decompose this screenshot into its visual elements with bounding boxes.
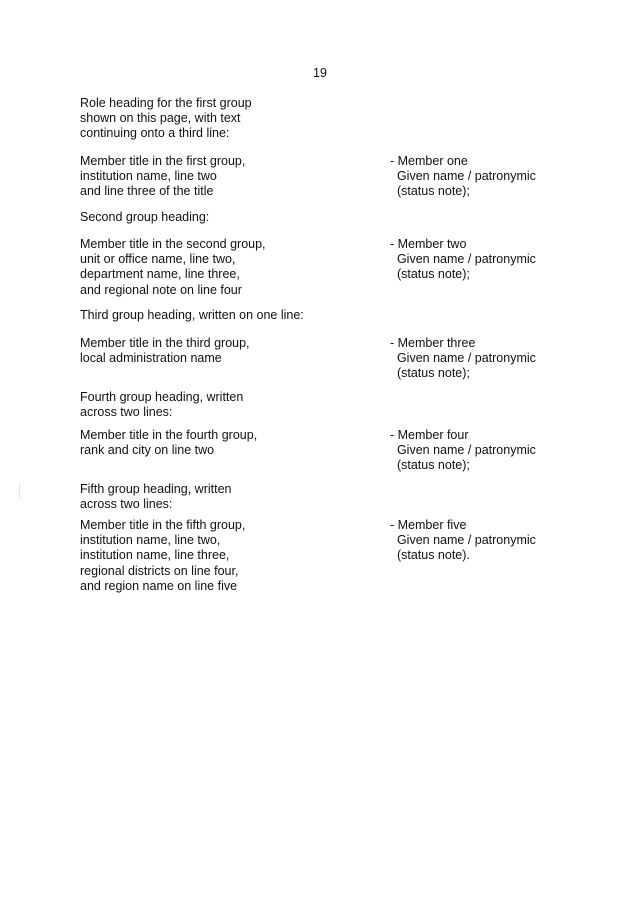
section-4-member-role: Member title in the fourth group, rank and city on line two — [80, 428, 258, 458]
section-3-member-name: - Member three Given name / patronymic (status note); — [390, 336, 536, 381]
section-5-heading: Fifth group heading, written across two lines: — [80, 482, 232, 512]
section-5-member-role: Member title in the fifth group, institution name, line two, institution name, line three, regional districts on line four, and region name on line five — [80, 518, 246, 593]
section-3-member-role: Member title in the third group, local administration name — [80, 336, 250, 366]
section-1-member-role: Member title in the first group, institution name, line two and line three of the title — [80, 154, 246, 199]
page-number: 19 — [313, 66, 327, 80]
section-5-member-name: - Member five Given name / patronymic (status note). — [390, 518, 536, 563]
margin-scan-mark — [19, 484, 22, 500]
section-1-member-name: - Member one Given name / patronymic (status note); — [390, 154, 536, 199]
section-2-member-role: Member title in the second group, unit or office name, line two, department name, line three, and regional note on line four — [80, 237, 266, 297]
section-3-heading: Third group heading, written on one line: — [80, 308, 304, 322]
section-2-heading: Second group heading: — [80, 210, 210, 224]
section-4-heading: Fourth group heading, written across two lines: — [80, 390, 244, 420]
section-2-member-name: - Member two Given name / patronymic (status note); — [390, 237, 536, 282]
intro-role-heading: Role heading for the first group shown on this page, with text continuing onto a third line: — [80, 96, 252, 141]
section-4-member-name: - Member four Given name / patronymic (status note); — [390, 428, 536, 473]
